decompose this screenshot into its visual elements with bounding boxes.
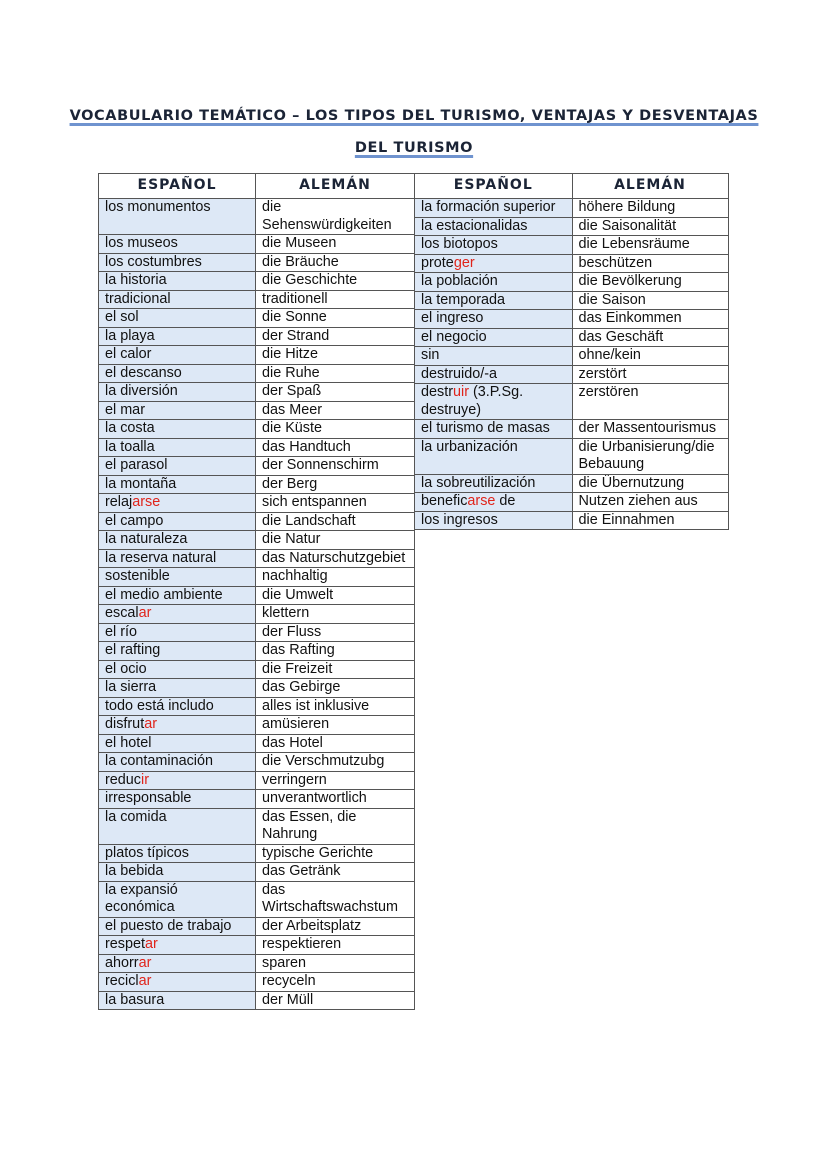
spanish-term (99, 954, 256, 973)
table-row (415, 420, 728, 439)
german-term: respektieren (256, 936, 415, 955)
term-text: el sol (105, 309, 139, 325)
spanish-term (99, 549, 256, 568)
term-text: la formación superior (421, 199, 556, 215)
german-term: unverantwortlich (256, 790, 415, 809)
table-row (99, 753, 415, 772)
table-row (99, 623, 415, 642)
spanish-term (99, 991, 256, 1010)
german-term: Nutzen ziehen aus (572, 493, 728, 512)
spanish-term (99, 568, 256, 587)
term-text: la toalla (105, 438, 155, 455)
table-row (99, 549, 415, 568)
german-term: die Ruhe (256, 364, 415, 383)
spanish-term (415, 291, 572, 310)
german-term: klettern (256, 605, 415, 624)
german-term: das Gebirge (256, 679, 415, 698)
term-text: el turismo de masas (421, 420, 550, 436)
spanish-term (99, 973, 256, 992)
term-text: la contaminación (105, 753, 213, 769)
table-row (415, 254, 728, 273)
german-term: die Lebensräume (572, 236, 728, 255)
term-text: la basura (105, 991, 165, 1008)
spanish-term (99, 290, 256, 309)
german-term: der Berg (256, 475, 415, 494)
table-header-row (415, 174, 728, 199)
german-term: das Meer (256, 401, 415, 420)
german-term: der Arbeitsplatz (256, 917, 415, 936)
column-header-spanish: ESPAÑOL (99, 174, 256, 199)
table-row (99, 973, 415, 992)
term-text: destruido/-a (421, 365, 497, 382)
spanish-term (99, 623, 256, 642)
table-row (99, 290, 415, 309)
german-term: verringern (256, 771, 415, 790)
spanish-term (99, 420, 256, 439)
spanish-term (99, 383, 256, 402)
term-text: los museos (105, 235, 178, 251)
spanish-term (415, 474, 572, 493)
table-row (99, 309, 415, 328)
spanish-term (99, 605, 256, 624)
table-header-row (99, 174, 415, 199)
german-term: der Fluss (256, 623, 415, 642)
german-term: das Naturschutzgebiet (256, 549, 415, 568)
term-text: los monumentos (105, 199, 211, 215)
highlighted-ending: ar (138, 605, 152, 621)
table-row (99, 346, 415, 365)
table-row (99, 679, 415, 698)
german-term: das Einkommen (572, 310, 728, 329)
spanish-term (415, 328, 572, 347)
term-text: el campo (105, 512, 164, 529)
german-term: das Essen, die Nahrung (256, 808, 415, 844)
highlighted-ending: ger (453, 254, 475, 271)
spanish-term (99, 808, 256, 844)
spanish-term (99, 364, 256, 383)
german-term: der Massentourismus (572, 420, 728, 439)
spanish-term (99, 936, 256, 955)
spanish-term (99, 771, 256, 790)
table-row (99, 808, 415, 844)
spanish-term (415, 384, 572, 420)
spanish-term (99, 327, 256, 346)
vocabulary-table-left (98, 173, 415, 1010)
term-text: los ingresos (421, 511, 498, 528)
table-row (99, 954, 415, 973)
table-row (99, 512, 415, 531)
table-row (99, 383, 415, 402)
table-row (99, 716, 415, 735)
spanish-term (415, 420, 572, 439)
table-row (415, 199, 728, 218)
term-text: la costa (105, 420, 155, 436)
spanish-term (99, 512, 256, 531)
spanish-term (99, 790, 256, 809)
spanish-term (99, 253, 256, 272)
term-text: ahorr (105, 954, 139, 971)
highlighted-ending: ar (145, 936, 158, 952)
table-row (99, 844, 415, 863)
spanish-term (99, 272, 256, 291)
german-term: die Bevölkerung (572, 273, 728, 292)
table-row (99, 863, 415, 882)
table-row (415, 328, 728, 347)
table-row (415, 217, 728, 236)
german-term: die Verschmutzubg (256, 753, 415, 772)
spanish-term (99, 734, 256, 753)
term-text: tradicional (105, 290, 171, 307)
german-term: der Spaß (256, 383, 415, 402)
table-row (99, 771, 415, 790)
german-term: der Strand (256, 327, 415, 346)
german-term: ohne/kein (572, 347, 728, 366)
term-text: la sierra (105, 679, 157, 695)
spanish-term (99, 642, 256, 661)
german-term: zerstören (572, 384, 728, 420)
german-term: das Wirtschaftswachstum (256, 881, 415, 917)
spanish-term (415, 347, 572, 366)
table-row (99, 420, 415, 439)
page-title-continued: DEL TURISMO (354, 140, 474, 156)
german-term: die Sonne (256, 309, 415, 328)
term-text: el río (105, 623, 137, 640)
german-term: die Saison (572, 291, 728, 310)
german-term: das Hotel (256, 734, 415, 753)
german-term: die Landschaft (256, 512, 415, 531)
table-row (415, 291, 728, 310)
table-row (99, 253, 415, 272)
german-term: die Sehenswürdigkeiten (256, 199, 415, 235)
term-text: el ingreso (421, 310, 484, 326)
table-row (99, 475, 415, 494)
spanish-term (415, 273, 572, 292)
term-text: la diversión (105, 383, 178, 399)
german-term: die Freizeit (256, 660, 415, 679)
table-row (415, 493, 728, 512)
table-row (99, 199, 415, 235)
german-term: amüsieren (256, 716, 415, 735)
term-text: el parasol (105, 457, 168, 473)
spanish-term (415, 493, 572, 512)
term-text: relaj (105, 494, 133, 510)
term-text: la urbanización (421, 438, 518, 455)
table-row (99, 327, 415, 346)
table-row (99, 568, 415, 587)
spanish-term (99, 531, 256, 550)
table-row (99, 936, 415, 955)
term-text: el calor (105, 346, 152, 362)
term-text: el hotel (105, 734, 152, 751)
table-row (99, 401, 415, 420)
german-term: die Natur (256, 531, 415, 550)
german-term: die Übernutzung (572, 474, 728, 493)
term-text: sin (421, 347, 440, 363)
german-term: die Urbanisierung/die Bebauung (572, 438, 728, 474)
term-text: la estacionalidas (421, 217, 528, 234)
spanish-term (415, 217, 572, 236)
german-term: die Museen (256, 235, 415, 254)
highlighted-ending: ar (138, 954, 152, 971)
term-text: de (495, 493, 516, 509)
term-text: escal (105, 605, 139, 621)
spanish-term (99, 863, 256, 882)
term-text: la expansió económica (105, 881, 178, 915)
term-text: la comida (105, 808, 167, 825)
spanish-term (99, 401, 256, 420)
spanish-term (99, 679, 256, 698)
term-text: la bebida (105, 863, 164, 879)
table-row (99, 531, 415, 550)
german-term: das Handtuch (256, 438, 415, 457)
table-row (99, 235, 415, 254)
spanish-term (99, 660, 256, 679)
term-text: sostenible (105, 568, 170, 584)
spanish-term (99, 438, 256, 457)
column-header-german: ALEMÁN (572, 174, 728, 199)
term-text: platos típicos (105, 844, 189, 861)
german-term: alles ist inklusive (256, 697, 415, 716)
highlighted-ending: ar (144, 716, 157, 732)
table-row (415, 511, 728, 530)
german-term: zerstört (572, 365, 728, 384)
spanish-term (415, 199, 572, 218)
table-row (99, 272, 415, 291)
german-term: die Küste (256, 420, 415, 439)
german-term: die Bräuche (256, 253, 415, 272)
german-term: der Sonnenschirm (256, 457, 415, 476)
term-text: la naturaleza (105, 531, 188, 547)
table-row (99, 586, 415, 605)
spanish-term (99, 697, 256, 716)
highlighted-ending: arse (467, 493, 496, 509)
vocabulary-table-right (415, 173, 729, 530)
table-row (415, 384, 728, 420)
table-row (99, 790, 415, 809)
spanish-term (415, 236, 572, 255)
spanish-term (99, 716, 256, 735)
term-text: disfrut (105, 716, 145, 732)
table-row (99, 881, 415, 917)
german-term: höhere Bildung (572, 199, 728, 218)
page-title: VOCABULARIO TEMÁTICO – LOS TIPOS DEL TURISMO, VENTAJAS Y DESVENTAJAS (69, 108, 759, 124)
term-text: recicl (105, 973, 139, 989)
term-text: destr (421, 384, 453, 400)
spanish-term (99, 346, 256, 365)
spanish-term (99, 494, 256, 513)
term-text: la sobreutilización (421, 474, 536, 491)
german-term: sparen (256, 954, 415, 973)
german-term: die Hitze (256, 346, 415, 365)
highlighted-ending: ar (138, 973, 152, 989)
spanish-term (99, 235, 256, 254)
table-row (99, 642, 415, 661)
column-header-spanish: ESPAÑOL (415, 174, 572, 199)
table-row (99, 734, 415, 753)
german-term: die Einnahmen (572, 511, 728, 530)
german-term: der Müll (256, 991, 415, 1010)
term-text: respet (105, 936, 145, 952)
table-row (415, 273, 728, 292)
german-term: das Rafting (256, 642, 415, 661)
spanish-term (415, 365, 572, 384)
term-text: los biotopos (421, 236, 498, 252)
table-row (99, 457, 415, 476)
table-row (99, 660, 415, 679)
term-text: prote (421, 254, 454, 271)
german-term: nachhaltig (256, 568, 415, 587)
table-row (415, 347, 728, 366)
term-text: el rafting (105, 642, 161, 658)
term-text: el puesto de trabajo (105, 917, 232, 934)
spanish-term (99, 844, 256, 863)
highlighted-ending: arse (132, 494, 161, 510)
table-row (415, 310, 728, 329)
spanish-term (99, 586, 256, 605)
term-text: el ocio (105, 660, 147, 677)
table-row (415, 365, 728, 384)
term-text: (3.P.Sg. destruye) (421, 384, 524, 418)
spanish-term (99, 199, 256, 235)
german-term: typische Gerichte (256, 844, 415, 863)
term-text: la playa (105, 327, 155, 344)
table-row (99, 364, 415, 383)
highlighted-ending: ir (141, 771, 149, 788)
spanish-term (99, 917, 256, 936)
table-row (415, 236, 728, 255)
term-text: la reserva natural (105, 549, 217, 566)
term-text: la temporada (421, 291, 505, 308)
german-term: sich entspannen (256, 494, 415, 513)
term-text: benefic (421, 493, 468, 509)
german-term: traditionell (256, 290, 415, 309)
spanish-term (415, 310, 572, 329)
table-row (415, 474, 728, 493)
term-text: reduc (105, 771, 141, 788)
term-text: la historia (105, 272, 167, 288)
table-row (99, 697, 415, 716)
spanish-term (99, 881, 256, 917)
german-term: beschützen (572, 254, 728, 273)
spanish-term (415, 438, 572, 474)
table-row (415, 438, 728, 474)
spanish-term (415, 254, 572, 273)
german-term: die Geschichte (256, 272, 415, 291)
spanish-term (415, 511, 572, 530)
term-text: el mar (105, 401, 145, 418)
term-text: el descanso (105, 364, 182, 381)
highlighted-ending: uir (453, 384, 469, 400)
term-text: la población (421, 273, 498, 289)
german-term: die Saisonalität (572, 217, 728, 236)
german-term: die Umwelt (256, 586, 415, 605)
german-term: das Getränk (256, 863, 415, 882)
spanish-term (99, 475, 256, 494)
term-text: irresponsable (105, 790, 192, 806)
column-header-german: ALEMÁN (256, 174, 415, 199)
spanish-term (99, 309, 256, 328)
term-text: la montaña (105, 475, 177, 492)
term-text: los costumbres (105, 253, 202, 270)
spanish-term (99, 457, 256, 476)
spanish-term (99, 753, 256, 772)
table-row (99, 605, 415, 624)
german-term: recyceln (256, 973, 415, 992)
table-row (99, 494, 415, 513)
table-row (99, 438, 415, 457)
table-row (99, 917, 415, 936)
term-text: todo está includo (105, 697, 214, 714)
term-text: el medio ambiente (105, 586, 223, 603)
term-text: el negocio (421, 328, 487, 345)
table-row (99, 991, 415, 1010)
german-term: das Geschäft (572, 328, 728, 347)
